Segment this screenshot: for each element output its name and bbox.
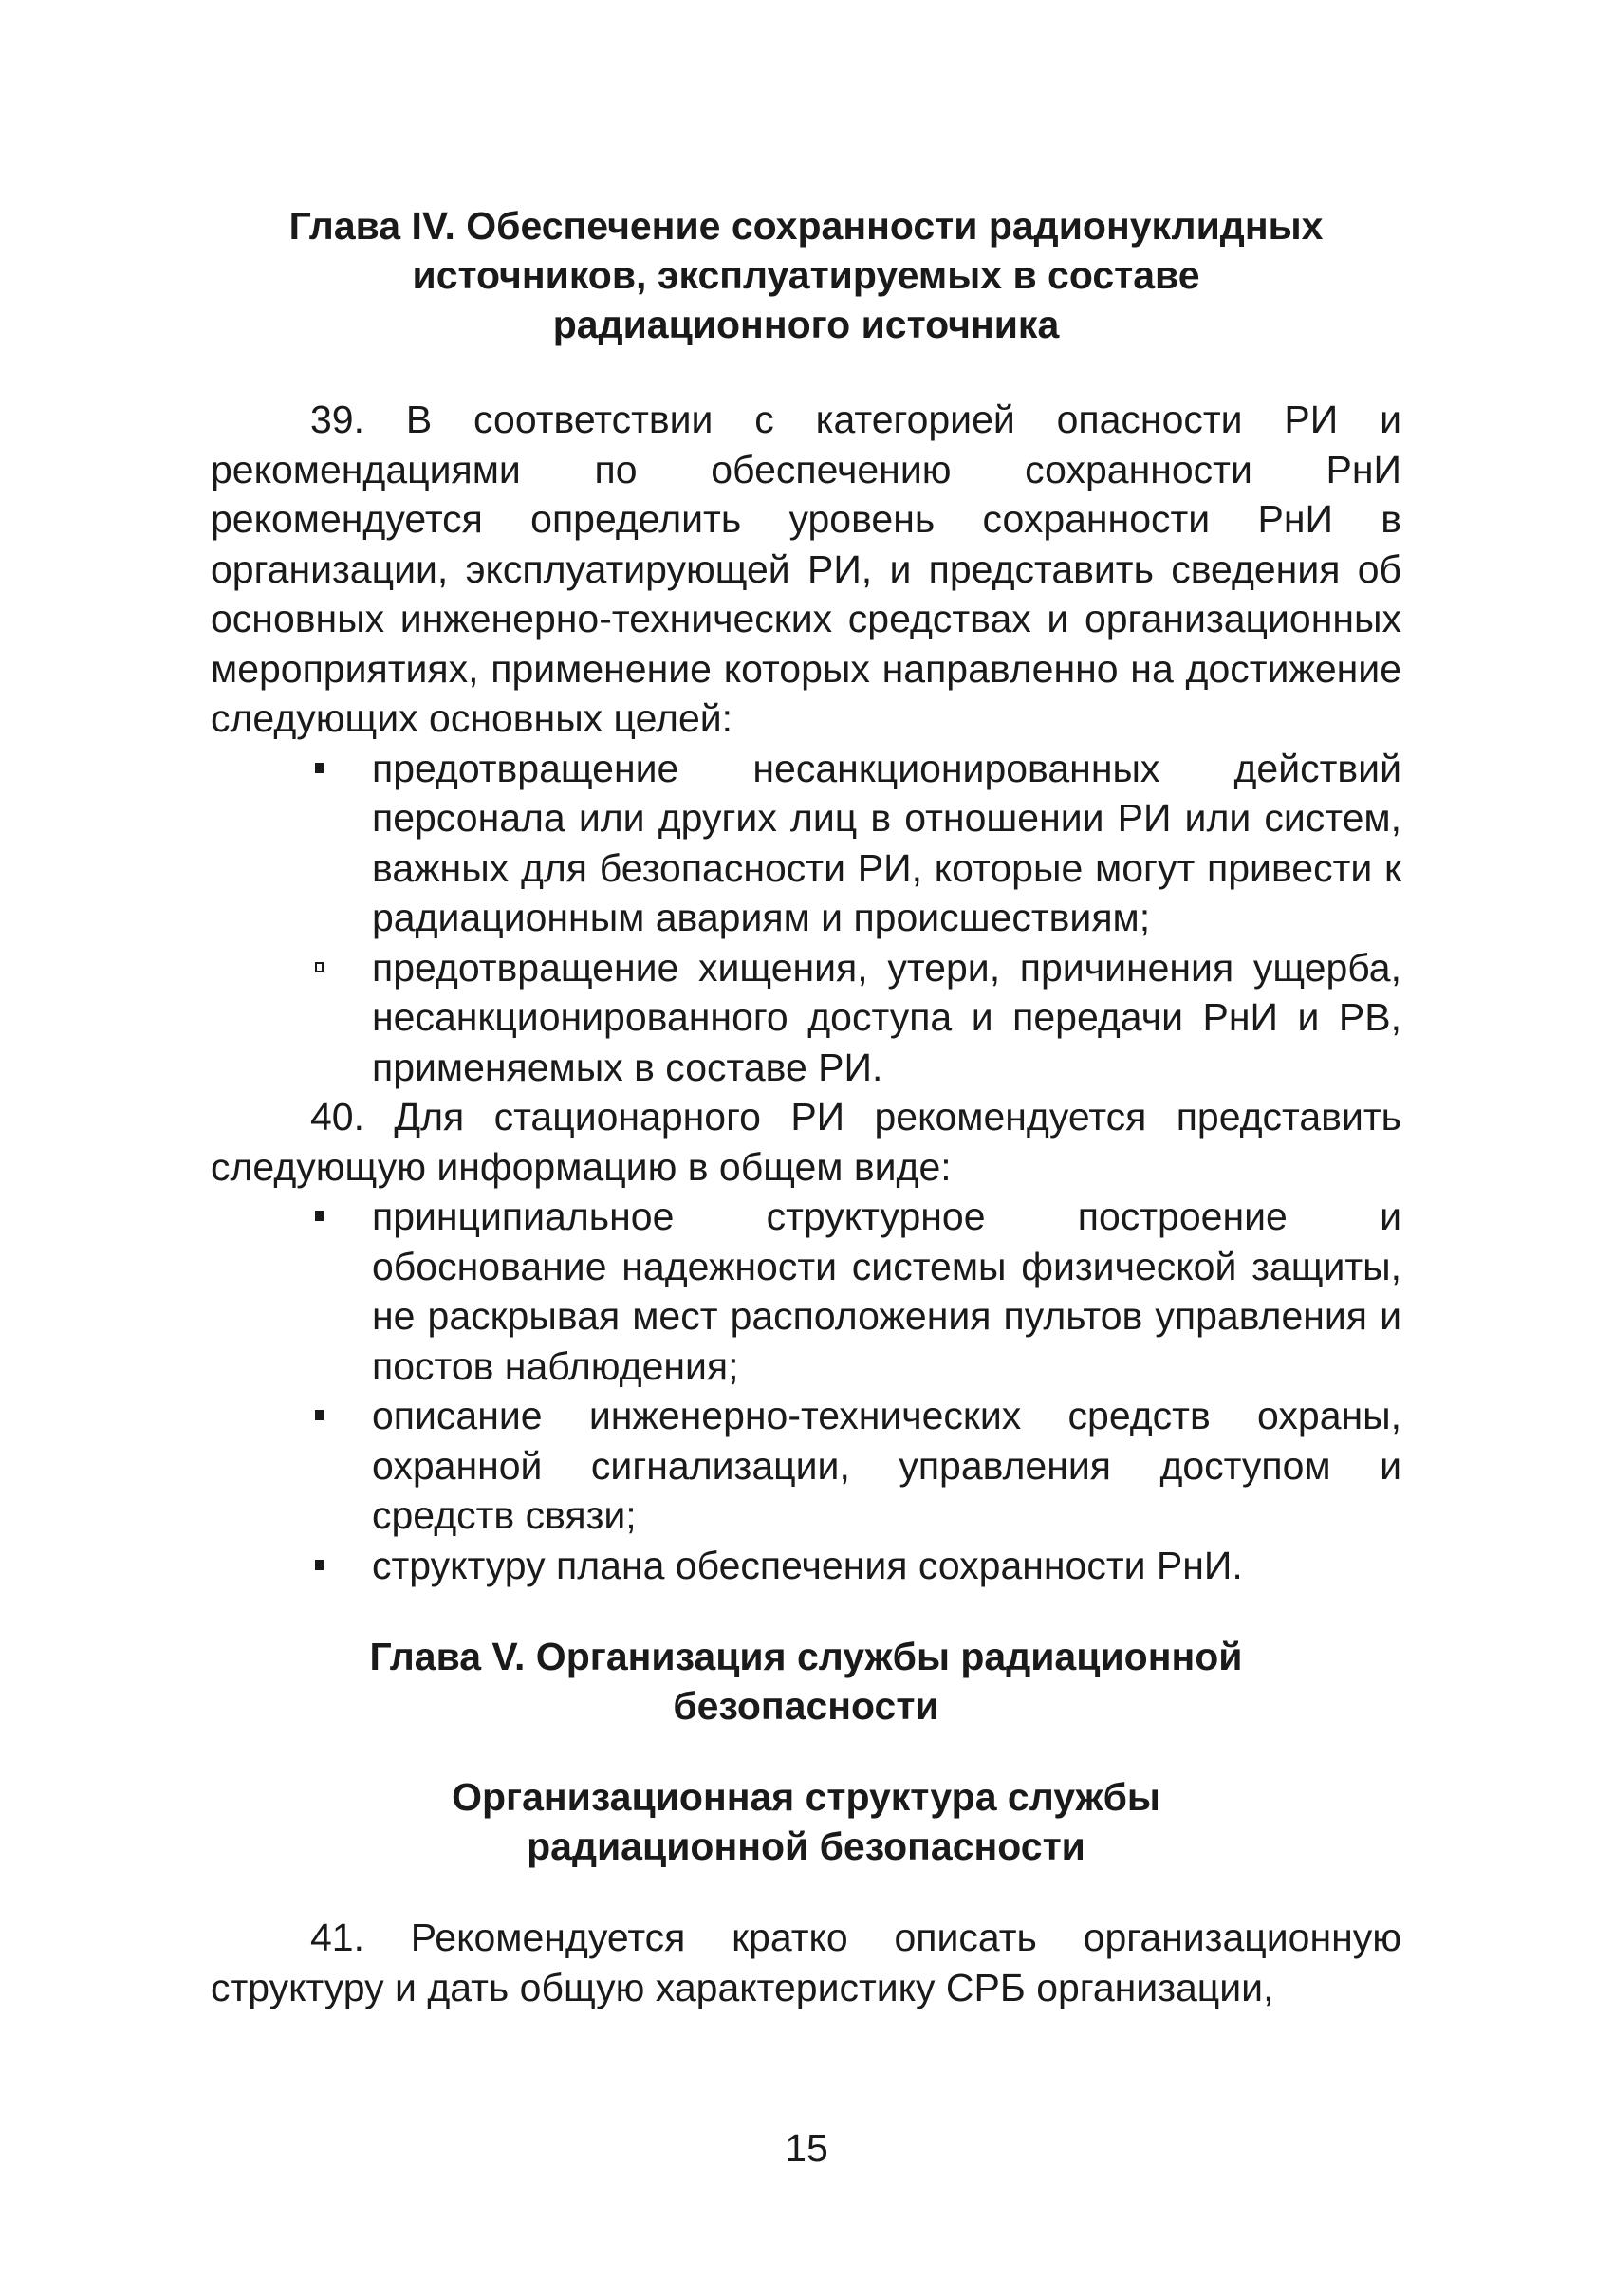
list-item bbox=[211, 1192, 1401, 1391]
paragraph-40-list bbox=[211, 1192, 1401, 1590]
list-item-text: предотвращение хищения, утери, причинения ущерба, несанкционированного доступа и передачи РнИ и РВ, применяемых в составе РИ. bbox=[372, 945, 1401, 1089]
chapter-4-title bbox=[211, 201, 1401, 349]
section-title-line: радиационной безопасности bbox=[527, 1824, 1085, 1868]
page-number: 15 bbox=[785, 2126, 828, 2170]
list-item bbox=[211, 1541, 1401, 1591]
chapter-4-title-line: источников, эксплуатируемых в составе bbox=[412, 253, 1200, 297]
chapter-4-title-line: Глава IV. Обеспечение сохранности радионуклидных bbox=[288, 204, 1324, 248]
chapter-5-title bbox=[211, 1632, 1401, 1731]
list-item-text: структуру плана обеспечения сохранности РнИ. bbox=[372, 1543, 1243, 1587]
bullet-icon bbox=[315, 1560, 324, 1570]
chapter-5-title-line: Глава V. Организация службы радиационной bbox=[369, 1635, 1243, 1678]
bullet-icon bbox=[315, 1410, 324, 1420]
section-title-line: Организационная структура службы bbox=[452, 1775, 1160, 1819]
paragraph-40: 40. Для стационарного РИ рекомендуется представить следующую информацию в общем виде: bbox=[211, 1095, 1401, 1189]
paragraph-39: 39. В соответствии с категорией опасности РИ и рекомендациями по обеспечению сохранности РнИ рекомендуется определить уровень сохранности РнИ в организации, эксплуатирующей РИ, и представить сведения об основных инженерно-технических средствах и организационных мероприятиях, применение которых направленно на достижение следующих основных целей: bbox=[211, 398, 1401, 740]
document-page bbox=[211, 201, 1401, 2012]
list-item bbox=[211, 943, 1401, 1093]
list-item-text: описание инженерно-технических средств охраны, охранной сигнализации, управления доступом и средств связи; bbox=[372, 1394, 1401, 1537]
section-title bbox=[211, 1772, 1401, 1871]
chapter-4-title-line: радиационного источника bbox=[552, 303, 1060, 346]
list-item-text: принципиальное структурное построение и обоснование надежности системы физической защиты, не раскрывая мест расположения пультов управления и постов наблюдения; bbox=[372, 1194, 1401, 1388]
chapter-5-title-line: безопасности bbox=[673, 1684, 939, 1728]
list-item bbox=[211, 744, 1401, 943]
bullet-icon bbox=[315, 1211, 324, 1221]
bullet-icon bbox=[315, 962, 324, 972]
list-item-text: предотвращение несанкционированных действий персонала или других лиц в отношении РИ или систем, важных для безопасности РИ, которые могут привести к радиационным авариям и происшествиям; bbox=[372, 746, 1401, 939]
paragraph-41: 41. Рекомендуется кратко описать организационную структуру и дать общую характеристику СРБ организации, bbox=[211, 1916, 1401, 2009]
paragraph-39-list bbox=[211, 744, 1401, 1093]
bullet-icon bbox=[315, 763, 324, 773]
list-item bbox=[211, 1391, 1401, 1541]
